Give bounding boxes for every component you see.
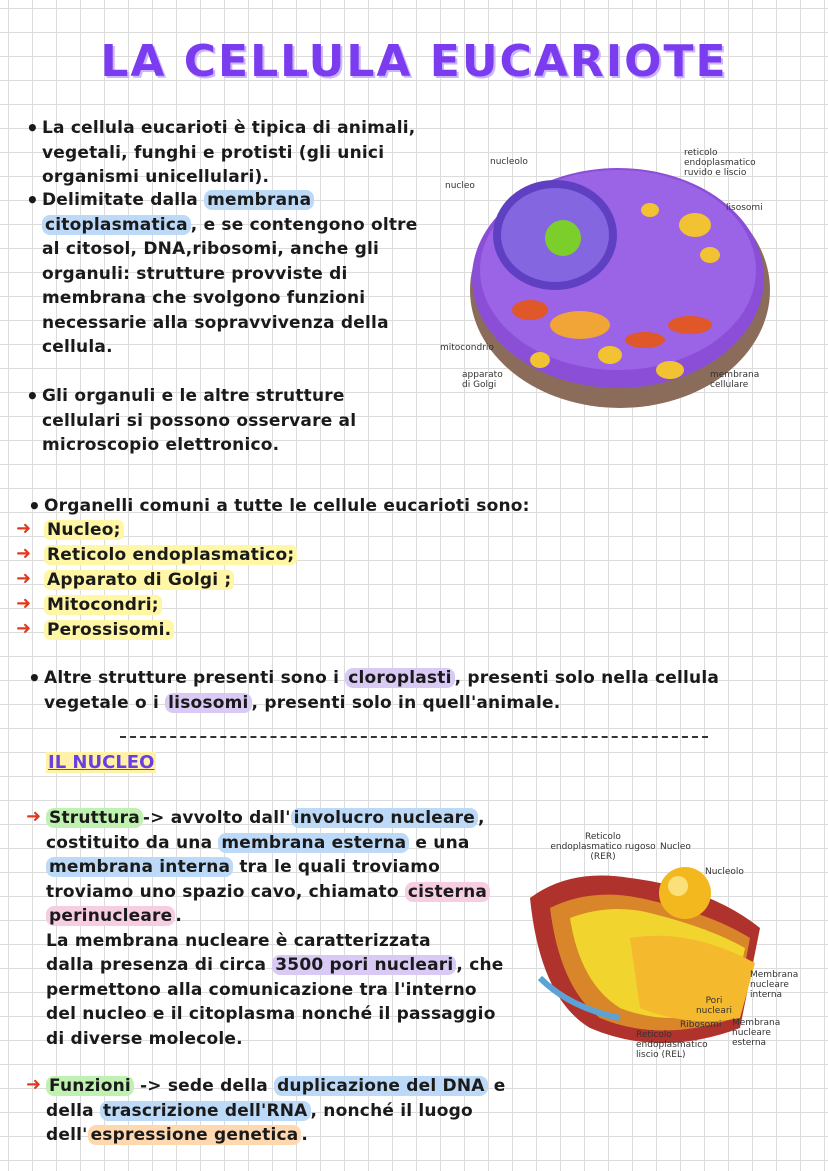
text-line: di diverse molecole. bbox=[46, 1028, 243, 1049]
text-span: Altre strutture presenti sono i bbox=[44, 668, 346, 688]
organelle-label: Apparato di Golgi ; bbox=[44, 570, 234, 590]
text-line: cellula. bbox=[42, 337, 113, 357]
highlight-lisosomi: lisosomi bbox=[165, 693, 251, 713]
bullet-dot: • bbox=[28, 666, 41, 690]
funzioni-paragraph bbox=[46, 1074, 505, 1148]
text-span: -> sede della bbox=[133, 1076, 275, 1096]
label-pori: Pori nucleari bbox=[695, 996, 733, 1016]
bullet-dot: • bbox=[26, 188, 39, 212]
organelle-label: Nucleo; bbox=[44, 520, 124, 540]
organelle-item bbox=[44, 543, 297, 568]
highlight-citoplasmatica: citoplasmatica bbox=[42, 215, 191, 235]
highlight-membrana-interna: membrana interna bbox=[46, 857, 233, 877]
intro-paragraph-2 bbox=[42, 188, 418, 360]
organelle-item bbox=[44, 568, 234, 593]
arrow-icon: ➜ bbox=[26, 806, 42, 827]
text-span: della bbox=[46, 1100, 100, 1121]
highlight-membrana: membrana bbox=[204, 190, 314, 210]
arrow-icon: ➜ bbox=[16, 593, 32, 614]
text-span: vegetale o i bbox=[44, 692, 166, 713]
text-line: La cellula eucarioti è tipica di animali, bbox=[42, 118, 416, 138]
text-span: . bbox=[301, 1125, 309, 1145]
intro-paragraph-3 bbox=[42, 384, 356, 458]
page-title: LA CELLULA EUCARIOTE bbox=[100, 36, 728, 87]
text-span: dalla presenza di circa bbox=[46, 955, 273, 975]
label-rel: Reticolo endoplasmatico liscio (REL) bbox=[636, 1030, 708, 1060]
arrow-icon: ➜ bbox=[16, 543, 32, 564]
organelle-item bbox=[44, 593, 162, 618]
label-reticolo: reticolo endoplasmatico ruvido e liscio bbox=[684, 148, 756, 178]
struttura-paragraph bbox=[46, 806, 504, 1051]
text-span: tra le quali troviamo bbox=[233, 857, 440, 877]
organelle-item bbox=[44, 618, 174, 643]
text-span: , che bbox=[456, 955, 504, 975]
text-span: dell' bbox=[46, 1125, 88, 1145]
text-line: organuli: strutture provviste di bbox=[42, 263, 348, 284]
organelle-label: Mitocondri; bbox=[44, 595, 162, 615]
highlight-cisterna: cisterna bbox=[405, 882, 490, 902]
organelle-label: Perossisomi. bbox=[44, 620, 174, 640]
text-line: necessarie alla sopravvivenza della bbox=[42, 312, 389, 333]
label-nucleolo: nucleolo bbox=[490, 157, 528, 167]
highlight-membrana-esterna: membrana esterna bbox=[218, 833, 409, 853]
arrow-icon: ➜ bbox=[16, 518, 32, 539]
organelle-item bbox=[44, 518, 124, 543]
highlight-perinucleare: perinucleare bbox=[46, 906, 175, 926]
text-span: , presenti solo nella cellula bbox=[454, 668, 720, 688]
label-lisosomi: lisosomi bbox=[726, 203, 763, 213]
nucleus-illustration bbox=[510, 858, 770, 1058]
section-title-nucleo: IL NUCLEO bbox=[48, 752, 155, 773]
arrow-icon: ➜ bbox=[16, 568, 32, 589]
struttura-label: Struttura bbox=[46, 808, 143, 828]
highlight-involucro: involucro nucleare bbox=[291, 808, 478, 828]
organelle-label: Reticolo endoplasmatico; bbox=[44, 545, 297, 565]
highlight-trascrizione: trascrizione dell'RNA bbox=[100, 1101, 311, 1121]
text-span: Delimitate dalla bbox=[42, 190, 205, 210]
text-span: e una bbox=[409, 832, 470, 853]
organelles-intro: Organelli comuni a tutte le cellule eucarioti sono: bbox=[44, 496, 530, 516]
text-line: organismi unicellulari). bbox=[42, 167, 270, 187]
text-line: vegetali, funghi e protisti (gli unici bbox=[42, 142, 385, 163]
text-line: permettono alla comunicazione tra l'interno bbox=[46, 979, 477, 1000]
label-nucleo-2: Nucleo bbox=[660, 842, 691, 852]
highlight-duplicazione: duplicazione del DNA bbox=[274, 1076, 488, 1096]
divider bbox=[120, 736, 708, 738]
text-line: del nucleo e il citoplasma nonché il passaggio bbox=[46, 1004, 496, 1024]
text-span: -> avvolto dall' bbox=[142, 808, 291, 828]
intro-paragraph-1 bbox=[42, 116, 415, 190]
label-golgi: apparato di Golgi bbox=[462, 370, 503, 390]
arrow-icon: ➜ bbox=[16, 618, 32, 639]
label-nucleolo-2: Nucleolo bbox=[705, 867, 744, 877]
label-rer: Reticolo endoplasmatico rugoso (RER) bbox=[550, 832, 656, 862]
label-nucleo: nucleo bbox=[445, 181, 475, 191]
text-span: , presenti solo in quell'animale. bbox=[251, 692, 561, 713]
other-structures bbox=[44, 666, 719, 715]
highlight-pori: 3500 pori nucleari bbox=[272, 955, 456, 975]
label-mitocondrio: mitocondrio bbox=[440, 343, 494, 353]
text-line: La membrana nucleare è caratterizzata bbox=[46, 930, 431, 951]
label-membrana-cellulare: membrana cellulare bbox=[710, 370, 760, 390]
text-line: cellulari si possono osservare al bbox=[42, 410, 357, 431]
text-span: costituito da una bbox=[46, 832, 219, 853]
text-span: , bbox=[477, 808, 485, 828]
bullet-dot: • bbox=[28, 494, 41, 518]
funzioni-label: Funzioni bbox=[46, 1076, 134, 1096]
text-span: e bbox=[487, 1076, 506, 1096]
bullet-dot: • bbox=[26, 116, 39, 140]
text-span: , e se contengono oltre bbox=[190, 214, 418, 235]
text-span: . bbox=[175, 906, 183, 926]
text-span: troviamo uno spazio cavo, chiamato bbox=[46, 881, 405, 902]
bullet-dot: • bbox=[26, 384, 39, 408]
text-line: microscopio elettronico. bbox=[42, 435, 280, 455]
label-membrana-interna: Membrana nucleare interna bbox=[750, 970, 799, 1000]
label-membrana-esterna: Membrana nucleare esterna bbox=[732, 1018, 781, 1048]
highlight-cloroplasti: cloroplasti bbox=[345, 668, 454, 688]
text-line: al citosol, DNA,ribosomi, anche gli bbox=[42, 239, 379, 259]
text-line: membrana che svolgono funzioni bbox=[42, 288, 366, 308]
highlight-espressione: espressione genetica bbox=[88, 1125, 302, 1145]
text-span: , nonché il luogo bbox=[310, 1100, 473, 1121]
label-ribosomi: Ribosomi bbox=[680, 1020, 722, 1030]
text-line: Gli organuli e le altre strutture bbox=[42, 386, 345, 406]
arrow-icon: ➜ bbox=[26, 1074, 42, 1095]
